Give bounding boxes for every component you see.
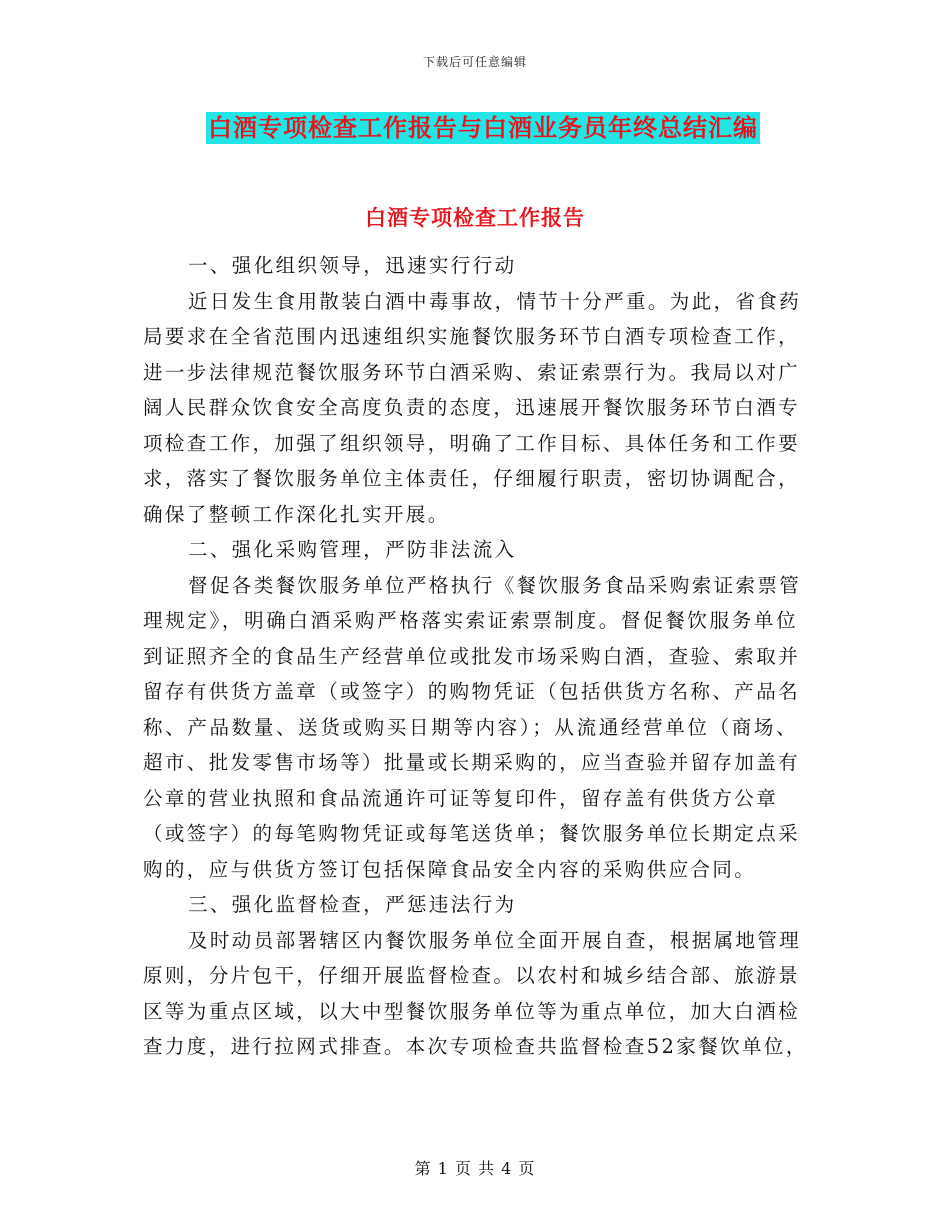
paragraph-line: 局要求在全省范围内迅速组织实施餐饮服务环节白酒专项检查工作，: [143, 325, 801, 348]
paragraph-line: 原则，分片包干，仔细开展监督检查。以农村和城乡结合部、旅游景: [143, 964, 801, 987]
document-main-title: 白酒专项检查工作报告与白酒业务员年终总结汇编: [208, 113, 758, 142]
paragraph-line: 确保了整顿工作深化扎实开展。: [143, 502, 450, 526]
paragraph-line: 区等为重点区域，以大中型餐饮服务单位等为重点单位，加大白酒检: [143, 999, 801, 1023]
paragraph-line: 购的，应与供货方签订包括保障食品安全内容的采购供应合同。: [143, 857, 757, 881]
page-number-footer: 第 1 页 共 4 页: [414, 1159, 536, 1178]
header-note: 下载后可任意编辑: [422, 55, 527, 69]
paragraph-line: （或签字）的每笔购物凭证或每笔送货单；餐饮服务单位长期定点采: [143, 822, 801, 845]
paragraph-line: 超市、批发零售市场等）批量或长期采购的，应当查验并留存加盖有: [143, 751, 801, 774]
paragraph-line: 阔人民群众饮食安全高度负责的态度，迅速展开餐饮服务环节白酒专: [143, 396, 801, 419]
paragraph-line: 进一步法律规范餐饮服务环节白酒采购、索证索票行为。我局以对广: [143, 360, 801, 384]
paragraph-line: 及时动员部署辖区内餐饮服务单位全面开展自查，根据属地管理: [188, 928, 802, 952]
document-body: [143, 248, 808, 1065]
section-heading-3: 三、强化监督检查，严惩违法行为: [188, 893, 517, 916]
paragraph-line: 近日发生食用散装白酒中毒事故，情节十分严重。为此，省食药: [188, 289, 802, 313]
paragraph-line: 项检查工作，加强了组织领导，明确了工作目标、具体任务和工作要: [143, 431, 801, 455]
paragraph-line: 查力度，进行拉网式排查。本次专项检查共监督检查52家餐饮单位，: [143, 1035, 808, 1058]
section-heading-2: 二、强化采购管理，严防非法流入: [188, 538, 517, 561]
paragraph-line: 理规定》，明确白酒采购严格落实索证索票制度。督促餐饮服务单位: [143, 609, 798, 632]
paragraph-line: 督促各类餐饮服务单位严格执行《餐饮服务食品采购索证索票管: [188, 573, 802, 597]
paragraph-line: 公章的营业执照和食品流通许可证等复印件，留存盖有供货方公章: [143, 786, 779, 810]
report-title: 白酒专项检查工作报告: [365, 205, 585, 230]
paragraph-line: 求，落实了餐饮服务单位主体责任，仔细履行职责，密切协调配合，: [143, 467, 801, 490]
section-heading-1: 一、强化组织领导，迅速实行行动: [188, 254, 517, 277]
paragraph-line: 称、产品数量、送货或购买日期等内容）；从流通经营单位（商场、: [143, 715, 798, 739]
paragraph-line: 留存有供货方盖章（或签字）的购物凭证（包括供货方名称、产品名: [143, 680, 801, 703]
paragraph-line: 到证照齐全的食品生产经营单位或批发市场采购白酒，查验、索取并: [143, 644, 801, 668]
